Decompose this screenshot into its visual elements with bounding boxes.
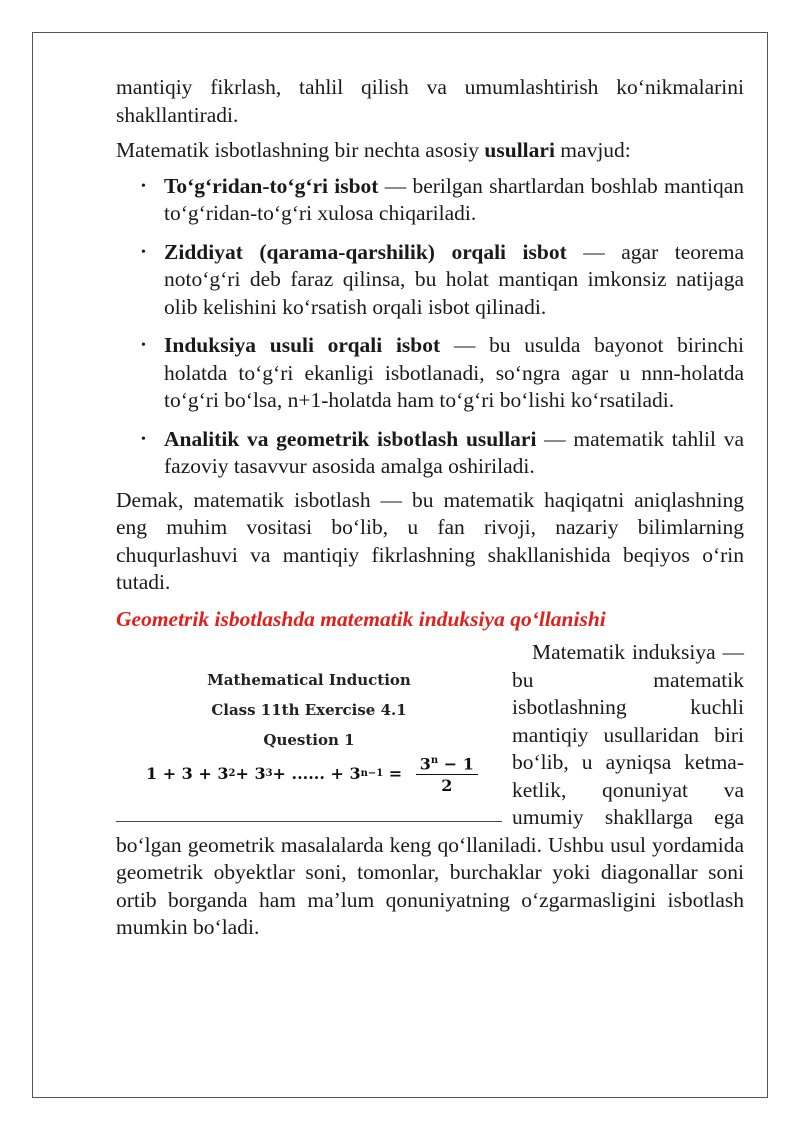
- method-term: To‘g‘ridan-to‘g‘ri isbot: [164, 173, 379, 198]
- figure-image: [116, 639, 502, 796]
- figure-divider: [116, 821, 502, 822]
- intro-paragraph: mantiqiy fikrlash, tahlil qilish va umumlashtirish ko‘nikmalarini shakllantiradi.: [116, 75, 744, 127]
- induction-paragraph: Matematik induksiya — bu matematik isbotlashning kuchli mantiqiy usullaridan biri bo‘lib, u ayniqsa ketma-ketlik, qonuniyat va umumiy shakllarga ega bo‘lgan geometrik masalalarda keng qo‘llaniladi. Ushbu usul yordamida geometrik obyektlar soni, tomonlar, burchaklar yoki diagonallar soni ortib borganda ham ma’lum qonuniyatning o‘zgarmasligini isbotlash mumkin bo‘ladi.: [116, 640, 744, 939]
- list-item: [116, 426, 744, 481]
- method-term: Induksiya usuli orqali isbot: [164, 333, 441, 357]
- bullet-icon: •: [141, 244, 146, 260]
- section-heading: Geometrik isbotlashda matematik induksiya qo‘llanishi: [116, 606, 606, 631]
- bullet-icon: •: [141, 178, 146, 194]
- figure-equation: 1 + 3 + 3 2 + 3 3 + ...... + 3 n−1 = $\frac{3^n - 1}{2}$: [146, 751, 478, 797]
- method-description: — bu usulda bayonot birinchi holatda to‘g‘ri ekanligi isbotlanadi, so‘ngra agar u nnn-holatda to‘g‘ri bo‘lsa, n+1-holatda ham to‘g‘ri bo‘lishi ko‘rsatiladi.: [164, 333, 744, 412]
- list-item: [116, 239, 744, 322]
- induction-figure: [116, 639, 502, 825]
- bullet-icon: •: [141, 431, 146, 447]
- methods-intro: Matematik isbotlashning bir nechta asosiy usullari mavjud:: [116, 138, 631, 162]
- method-term: Ziddiyat (qarama-qarshilik) orqali isbot: [164, 239, 567, 264]
- bullet-icon: •: [141, 338, 146, 353]
- method-description: — agar teorema noto‘g‘ri deb faraz qilinsa, bu holat mantiqan imkonsiz natijaga olib kelishini ko‘rsatish orqali isbot qilinadi.: [164, 239, 745, 319]
- method-term: Analitik va geometrik isbotlash usullari: [164, 426, 537, 451]
- list-item: [116, 332, 744, 415]
- list-item: [116, 173, 744, 228]
- figure-subtitle: Class 11th Exercise 4.1: [211, 701, 407, 719]
- equation-fraction: $\frac{3^n - 1}{2}$: [416, 751, 478, 797]
- method-description: — berilgan shartlardan boshlab mantiqan to‘g‘ridan-to‘g‘ri xulosa chiqariladi.: [164, 173, 744, 225]
- figure-question: Question 1: [263, 731, 355, 749]
- document-body: [116, 74, 744, 942]
- conclusion-paragraph: Demak, matematik isbotlash — bu matematik haqiqatni aniqlashning eng muhim vositasi bo‘lib, u fan rivoji, nazariy bilimlarning chuqurlashuvi va mantiqiy fikrlashning shakllanishida beqiyos o‘rin tutadi.: [116, 487, 744, 594]
- methods-keyword: usullari: [484, 138, 555, 162]
- figure-title: Mathematical Induction: [207, 671, 411, 689]
- methods-list: [116, 173, 744, 481]
- method-description: — matematik tahlil va fazoviy tasavvur asosida amalga oshiriladi.: [164, 426, 744, 478]
